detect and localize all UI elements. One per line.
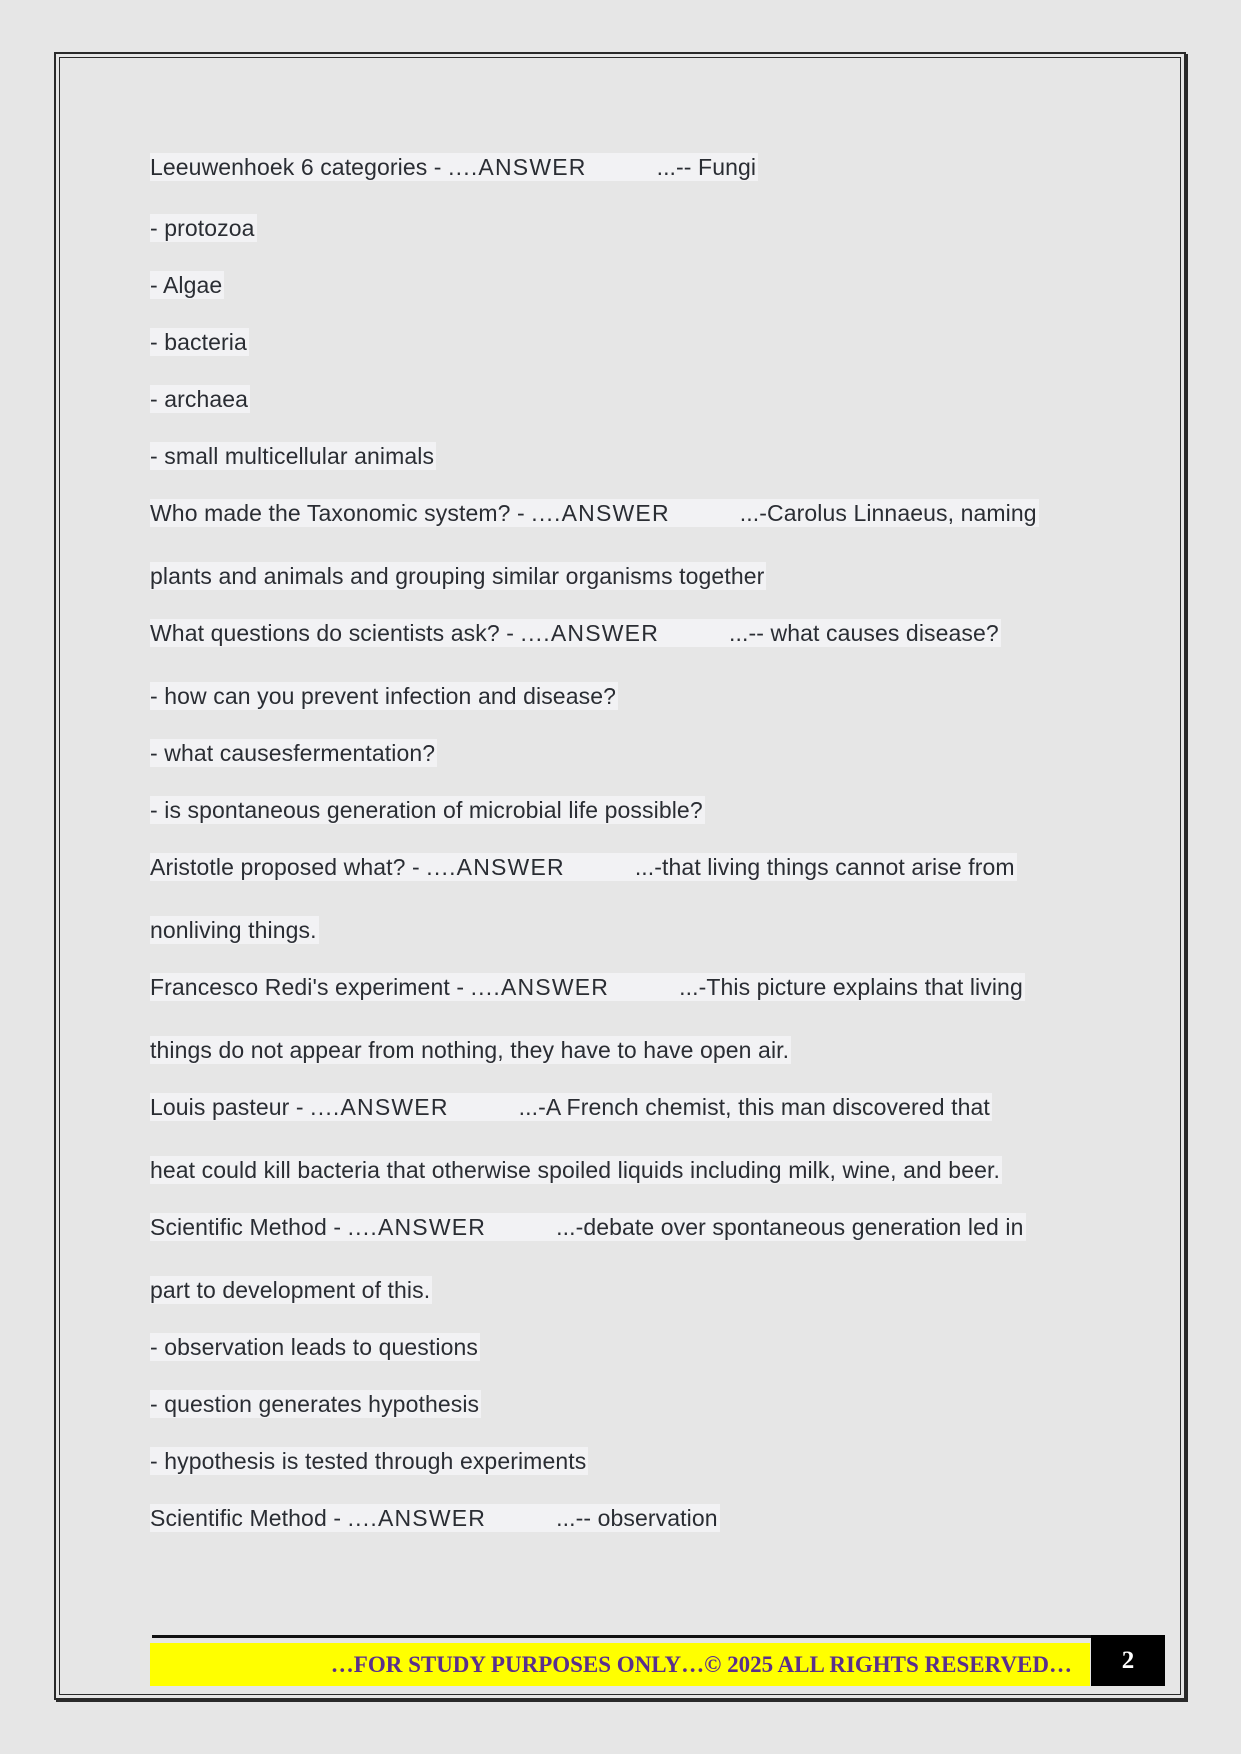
list-item: - how can you prevent infection and disease? [150, 683, 616, 709]
document-body [150, 150, 1100, 1558]
qa-line: Scientific Method - ....ANSWER ...-debate over spontaneous generation led in [150, 1214, 1024, 1240]
qa-line: Louis pasteur - ....ANSWER ...-A French chemist, this man discovered that [150, 1094, 990, 1120]
qa-line: Aristotle proposed what? - ....ANSWER ...-that living things cannot arise from [150, 854, 1015, 880]
text-line: part to development of this. [150, 1277, 431, 1303]
qa-line: What questions do scientists ask? - ....ANSWER ...-- what causes disease? [150, 620, 999, 646]
qa-line: Scientific Method - ....ANSWER ...-- observation [150, 1505, 718, 1531]
list-item: - question generates hypothesis [150, 1391, 480, 1417]
page-number: 2 [1091, 1635, 1165, 1686]
qa-line: Leeuwenhoek 6 categories - ....ANSWER ...-- Fungi [150, 154, 757, 180]
list-item: - hypothesis is tested through experiments [150, 1448, 587, 1474]
list-item: - archaea [150, 386, 249, 412]
list-item: - small multicellular animals [150, 443, 435, 469]
list-item: - bacteria [150, 329, 247, 355]
list-item: - protozoa [150, 215, 255, 241]
list-item: - observation leads to questions [150, 1334, 478, 1360]
list-item: - is spontaneous generation of microbial life possible? [150, 797, 703, 823]
qa-line: Francesco Redi's experiment - ....ANSWER ...-This picture explains that living [150, 974, 1023, 1000]
text-line: things do not appear from nothing, they have to have open air. [150, 1037, 790, 1063]
text-line: heat could kill bacteria that otherwise spoiled liquids including milk, wine, and beer. [150, 1157, 1000, 1183]
qa-line: Who made the Taxonomic system? - ....ANSWER ...-Carolus Linnaeus, naming [150, 500, 1037, 526]
footer-banner [150, 1643, 1090, 1686]
footer-notice: …FOR STUDY PURPOSES ONLY…© 2025 ALL RIGHTS RESERVED… [330, 1651, 1072, 1677]
list-item: - what causesfermentation? [150, 740, 436, 766]
footer-divider [152, 1635, 1130, 1638]
list-item: - Algae [150, 272, 223, 298]
text-line: nonliving things. [150, 917, 317, 943]
text-line: plants and animals and grouping similar organisms together [150, 563, 765, 589]
